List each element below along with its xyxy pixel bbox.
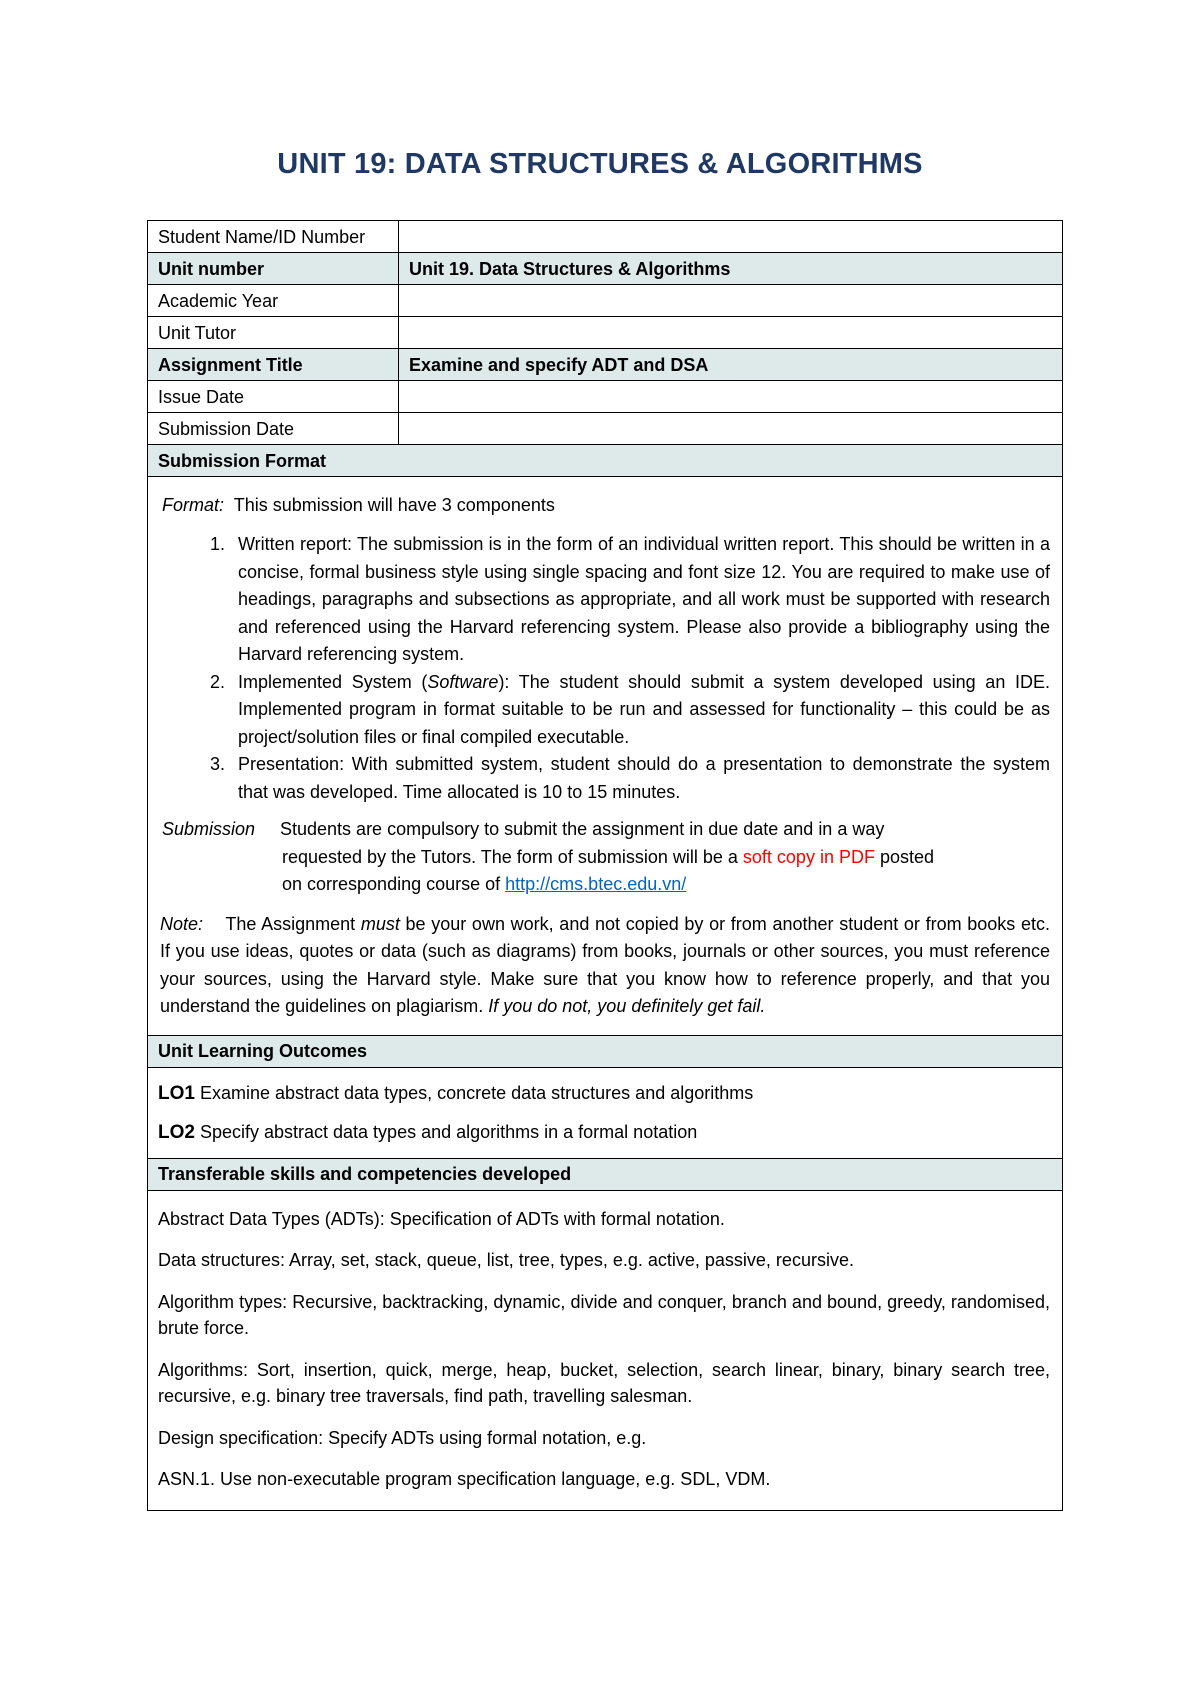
section-header-learning-outcomes [148, 1035, 1063, 1067]
format-label: Format: [162, 495, 225, 515]
info-row-academic-year [148, 285, 1063, 317]
info-row-submission-date [148, 413, 1063, 445]
info-value [399, 381, 1063, 413]
info-label: Academic Year [148, 285, 399, 317]
format-line [162, 495, 1050, 515]
section-header-submission-format [148, 445, 1063, 477]
info-row-student [148, 221, 1063, 253]
info-label: Unit Tutor [148, 317, 399, 349]
info-label: Assignment Title [148, 349, 399, 381]
info-row-unit-number [148, 253, 1063, 285]
info-value [399, 285, 1063, 317]
skill-item: Design specification: Specify ADTs using formal notation, e.g. [158, 1427, 647, 1448]
skill-item: ASN.1. Use non-executable program specification language, e.g. SDL, VDM. [158, 1469, 771, 1489]
learning-outcomes-body [148, 1067, 1063, 1158]
skill-item: Data structures: Array, set, stack, queue, list, tree, types, e.g. active, passive, recursive. [158, 1250, 854, 1270]
list-item: 2. Implemented System (Software): The student should submit a system developed using an IDE. Implemented program in format suitable to be run and assessed for functionality – this could be as project/solution files or final compiled executable. [230, 669, 1050, 752]
skill-item: Abstract Data Types (ADTs): Specification of ADTs with formal notation. [158, 1208, 725, 1229]
info-value: Unit 19. Data Structures & Algorithms [399, 253, 1063, 285]
section-heading: Submission Format [148, 445, 1063, 477]
course-link[interactable]: http://cms.btec.edu.vn/ [505, 874, 687, 894]
info-row-issue-date [148, 381, 1063, 413]
format-text: This submission will have 3 components [233, 495, 555, 515]
info-value [399, 221, 1063, 253]
info-label: Submission Date [148, 413, 399, 445]
info-row-assignment-title [148, 349, 1063, 381]
info-value [399, 317, 1063, 349]
pdf-highlight: soft copy in PDF [742, 846, 875, 867]
info-label: Issue Date [148, 381, 399, 413]
info-label: Unit number [148, 253, 399, 285]
learning-outcome: LO2 Specify abstract data types and algorithms in a formal notation [158, 1121, 698, 1143]
list-item: 3. Presentation: With submitted system, student should do a presentation to demonstrate the system that was developed. Time allocated is 10 to 15 minutes. [230, 751, 1050, 806]
skill-item: Algorithms: Sort, insertion, quick, merge, heap, bucket, selection, search linear, binary, binary search tree, recursive, e.g. binary tree traversals, find path, travelling salesman. [158, 1359, 1050, 1406]
learning-outcome: LO1 Examine abstract data types, concrete data structures and algorithms [158, 1082, 754, 1104]
section-header-skills [148, 1158, 1063, 1190]
section-heading: Unit Learning Outcomes [148, 1035, 1063, 1067]
list-item: 1. Written report: The submission is in the form of an individual written report. This should be written in a concise, formal business style using single spacing and font size 12. You are required to make use of headings, paragraphs and subsections as appropriate, and all work must be supported with research and referenced using the Harvard referencing system. Please also provide a bibliography using the Harvard referencing system. [230, 531, 1050, 669]
submission-label: Submission [162, 819, 256, 839]
skill-item: Algorithm types: Recursive, backtracking, dynamic, divide and conquer, branch and bound, greedy, randomised, brute force. [158, 1291, 1050, 1338]
info-value [399, 413, 1063, 445]
note-paragraph: Note: The Assignment must be your own work, and not copied by or from another student or from books etc. If you use ideas, quotes or data (such as diagrams) from books, journals or other sources, you must reference your sources, using the Harvard style. Make sure that you know how to reference properly, and that you understand the guidelines on plagiarism. If you do not, you definitely get fail. [160, 913, 1050, 1016]
submission-format-body [148, 477, 1063, 1036]
components-list [160, 531, 1050, 806]
section-heading: Transferable skills and competencies developed [148, 1158, 1063, 1190]
info-label: Student Name/ID Number [148, 221, 399, 253]
assignment-table [147, 220, 1063, 1511]
note-label: Note: [160, 913, 204, 934]
submission-paragraph: Submission Students are compulsory to submit the assignment in due date and in a way requested by the Tutors. The form of submission will be a soft copy in PDF posted on corresponding course of http://cms.btec.edu.vn/ [160, 816, 1050, 899]
info-row-unit-tutor [148, 317, 1063, 349]
submission-text: Students are compulsory to submit the assignment in due date and in a way [280, 819, 885, 839]
skills-body [148, 1190, 1063, 1510]
info-value: Examine and specify ADT and DSA [399, 349, 1063, 381]
page-title: UNIT 19: DATA STRUCTURES & ALGORITHMS [277, 148, 923, 180]
